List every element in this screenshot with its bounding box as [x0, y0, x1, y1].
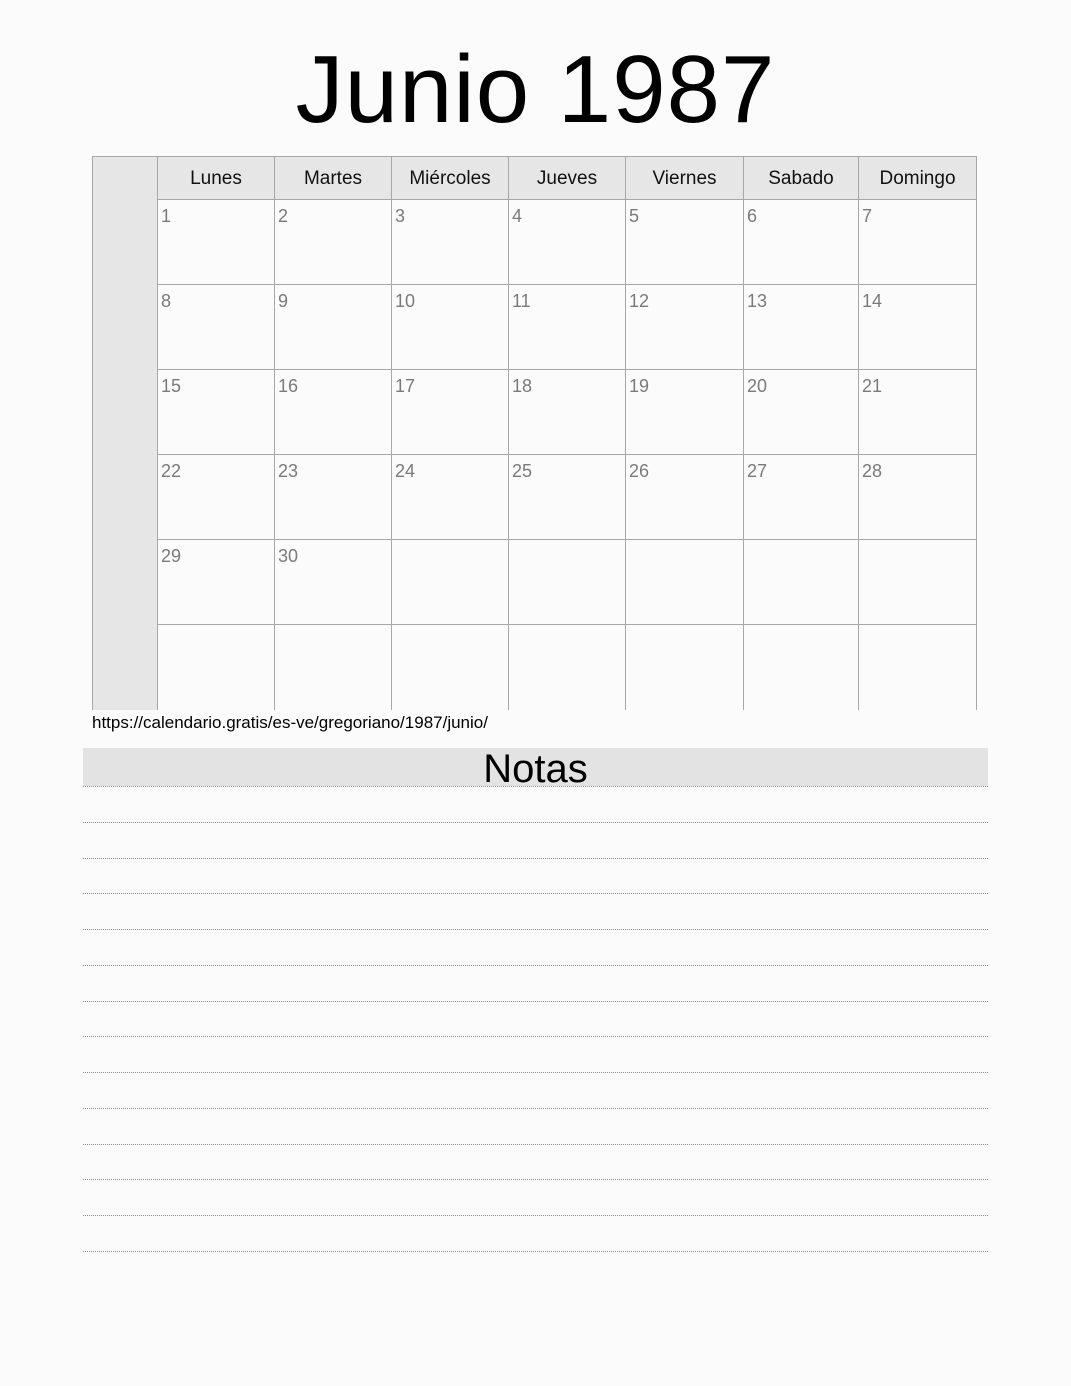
day-cell: [626, 625, 744, 710]
note-line: [83, 786, 988, 787]
day-cell: [158, 625, 275, 710]
weekday-header: Lunes: [158, 157, 275, 200]
day-cell: 2: [275, 200, 392, 285]
day-cell: 23: [275, 455, 392, 540]
day-cell: 22: [158, 455, 275, 540]
day-cell: 18: [509, 370, 626, 455]
day-cell: 26: [626, 455, 744, 540]
day-cell: 15: [158, 370, 275, 455]
source-url: https://calendario.gratis/es-ve/gregoriano/1987/junio/: [92, 713, 488, 732]
weekday-header: Jueves: [509, 157, 626, 200]
day-cell: 21: [859, 370, 976, 455]
day-cell: 25: [509, 455, 626, 540]
note-line: [83, 1215, 988, 1216]
day-cell: [859, 540, 976, 625]
note-line: [83, 1179, 988, 1180]
day-cell: 14: [859, 285, 976, 370]
day-cell: 7: [859, 200, 976, 285]
day-cell: 24: [392, 455, 509, 540]
day-cell: [392, 625, 509, 710]
day-cell: 6: [744, 200, 859, 285]
day-cell: 8: [158, 285, 275, 370]
day-cell: 20: [744, 370, 859, 455]
day-cell: [392, 540, 509, 625]
note-line: [83, 1144, 988, 1145]
week-side-strip: [93, 157, 158, 710]
day-cell: 11: [509, 285, 626, 370]
day-cell: 17: [392, 370, 509, 455]
note-line: [83, 1001, 988, 1002]
note-line: [83, 1072, 988, 1073]
note-line: [83, 858, 988, 859]
weekday-header: Sabado: [744, 157, 859, 200]
note-line: [83, 1108, 988, 1109]
day-cell: 16: [275, 370, 392, 455]
day-cell: [275, 625, 392, 710]
day-cell: [744, 625, 859, 710]
day-cell: [509, 540, 626, 625]
day-cell: [509, 625, 626, 710]
day-cell: 13: [744, 285, 859, 370]
day-cell: 30: [275, 540, 392, 625]
note-line: [83, 1251, 988, 1252]
calendar-grid: [92, 156, 977, 710]
note-line: [83, 965, 988, 966]
notes-title: Notas: [83, 748, 988, 786]
weekday-header: Domingo: [859, 157, 976, 200]
note-line: [83, 893, 988, 894]
weekday-header: Viernes: [626, 157, 744, 200]
day-cell: [744, 540, 859, 625]
day-cell: 19: [626, 370, 744, 455]
day-cell: 29: [158, 540, 275, 625]
weekday-header: Martes: [275, 157, 392, 200]
day-cell: [859, 625, 976, 710]
day-cell: 3: [392, 200, 509, 285]
note-line: [83, 1036, 988, 1037]
day-cell: 27: [744, 455, 859, 540]
day-cell: 5: [626, 200, 744, 285]
day-cell: 1: [158, 200, 275, 285]
day-cell: 10: [392, 285, 509, 370]
day-cell: 12: [626, 285, 744, 370]
page-title: Junio 1987: [295, 36, 776, 143]
weekday-header: Miércoles: [392, 157, 509, 200]
day-cell: 4: [509, 200, 626, 285]
day-cell: [626, 540, 744, 625]
day-cell: 28: [859, 455, 976, 540]
note-line: [83, 822, 988, 823]
day-cell: 9: [275, 285, 392, 370]
note-line: [83, 929, 988, 930]
